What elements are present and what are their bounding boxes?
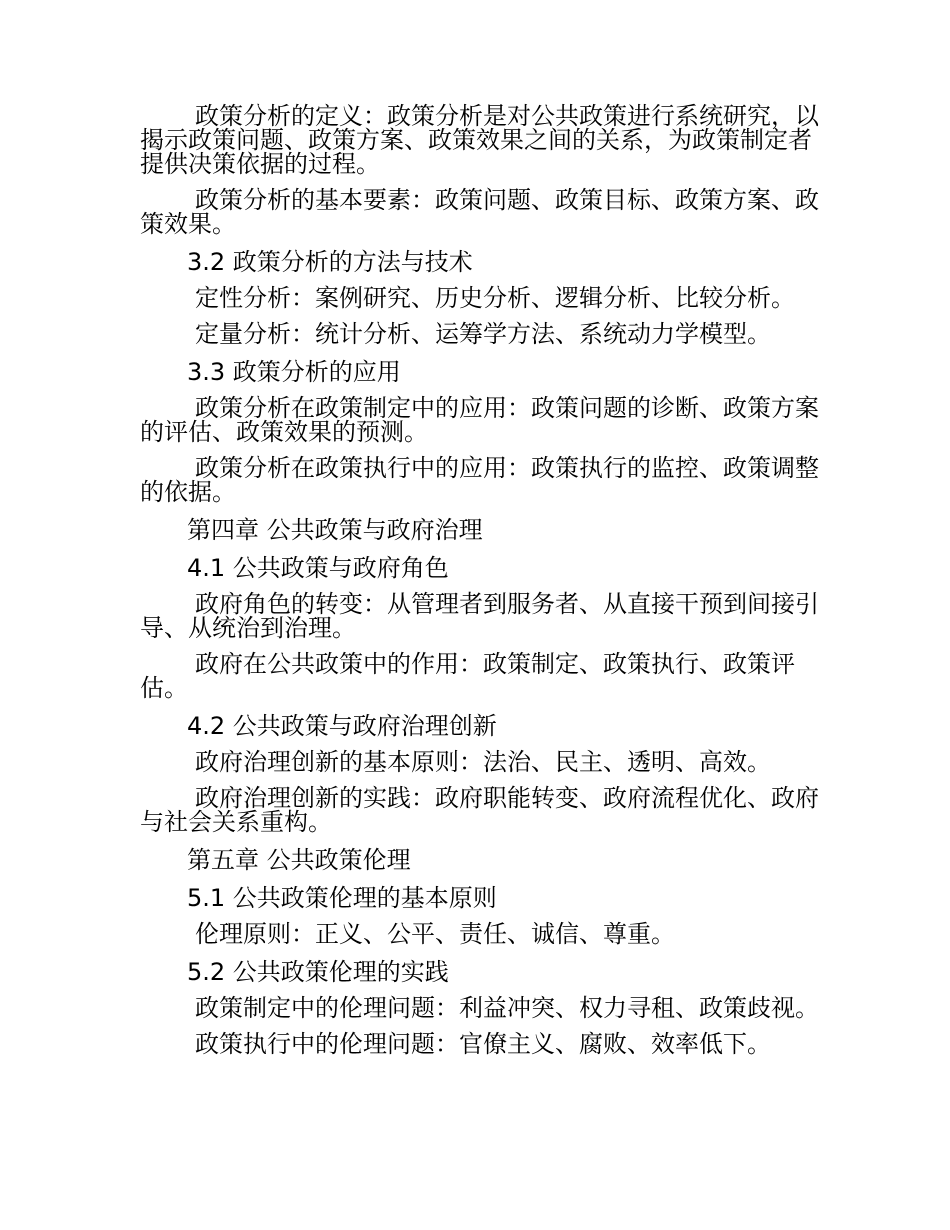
section-heading-4-2: 4.2 公共政策与政府治理创新 [187,712,497,740]
paragraph-governance-innovation-principles: 政府治理创新的基本原则：法治、民主、透明、高效。 [195,748,771,776]
chapter-heading-4: 第四章 公共政策与政府治理 [187,516,483,544]
section-heading-3-3: 3.3 政策分析的应用 [187,358,401,386]
paragraph-policy-analysis-elements: 政策分析的基本要素：政策问题、政策目标、政策方案、政策效果。 [140,186,819,238]
section-heading-4-1: 4.1 公共政策与政府角色 [187,554,449,582]
paragraph-analysis-in-policy-making: 政策分析在政策制定中的应用：政策问题的诊断、政策方案的评估、政策效果的预测。 [140,394,819,446]
paragraph-quantitative-analysis: 定量分析：统计分析、运筹学方法、系统动力学模型。 [195,320,771,348]
paragraph-ethics-in-policy-making: 政策制定中的伦理问题：利益冲突、权力寻租、政策歧视。 [195,994,819,1022]
section-heading-5-2: 5.2 公共政策伦理的实践 [187,958,449,986]
document-body [140,104,820,1068]
section-heading-3-2: 3.2 政策分析的方法与技术 [187,248,473,276]
paragraph-ethics-in-policy-execution: 政策执行中的伦理问题：官僚主义、腐败、效率低下。 [195,1030,771,1058]
paragraph-qualitative-analysis: 定性分析：案例研究、历史分析、逻辑分析、比较分析。 [195,284,795,312]
chapter-heading-5: 第五章 公共政策伦理 [187,846,411,874]
paragraph-governance-innovation-practice: 政府治理创新的实践：政府职能转变、政府流程优化、政府与社会关系重构。 [140,784,819,836]
paragraph-analysis-in-policy-execution: 政策分析在政策执行中的应用：政策执行的监控、政策调整的依据。 [140,454,819,506]
section-heading-5-1: 5.1 公共政策伦理的基本原则 [187,884,497,912]
paragraph-government-role-in-policy: 政府在公共政策中的作用：政策制定、政策执行、政策评估。 [140,650,795,702]
paragraph-policy-analysis-definition: 政策分析的定义：政策分析是对公共政策进行系统研究，以揭示政策问题、政策方案、政策效果之间的关系，为政策制定者提供决策依据的过程。 [140,102,819,178]
paragraph-government-role-change: 政府角色的转变：从管理者到服务者、从直接干预到间接引导、从统治到治理。 [140,590,819,642]
paragraph-ethics-principles: 伦理原则：正义、公平、责任、诚信、尊重。 [195,920,675,948]
